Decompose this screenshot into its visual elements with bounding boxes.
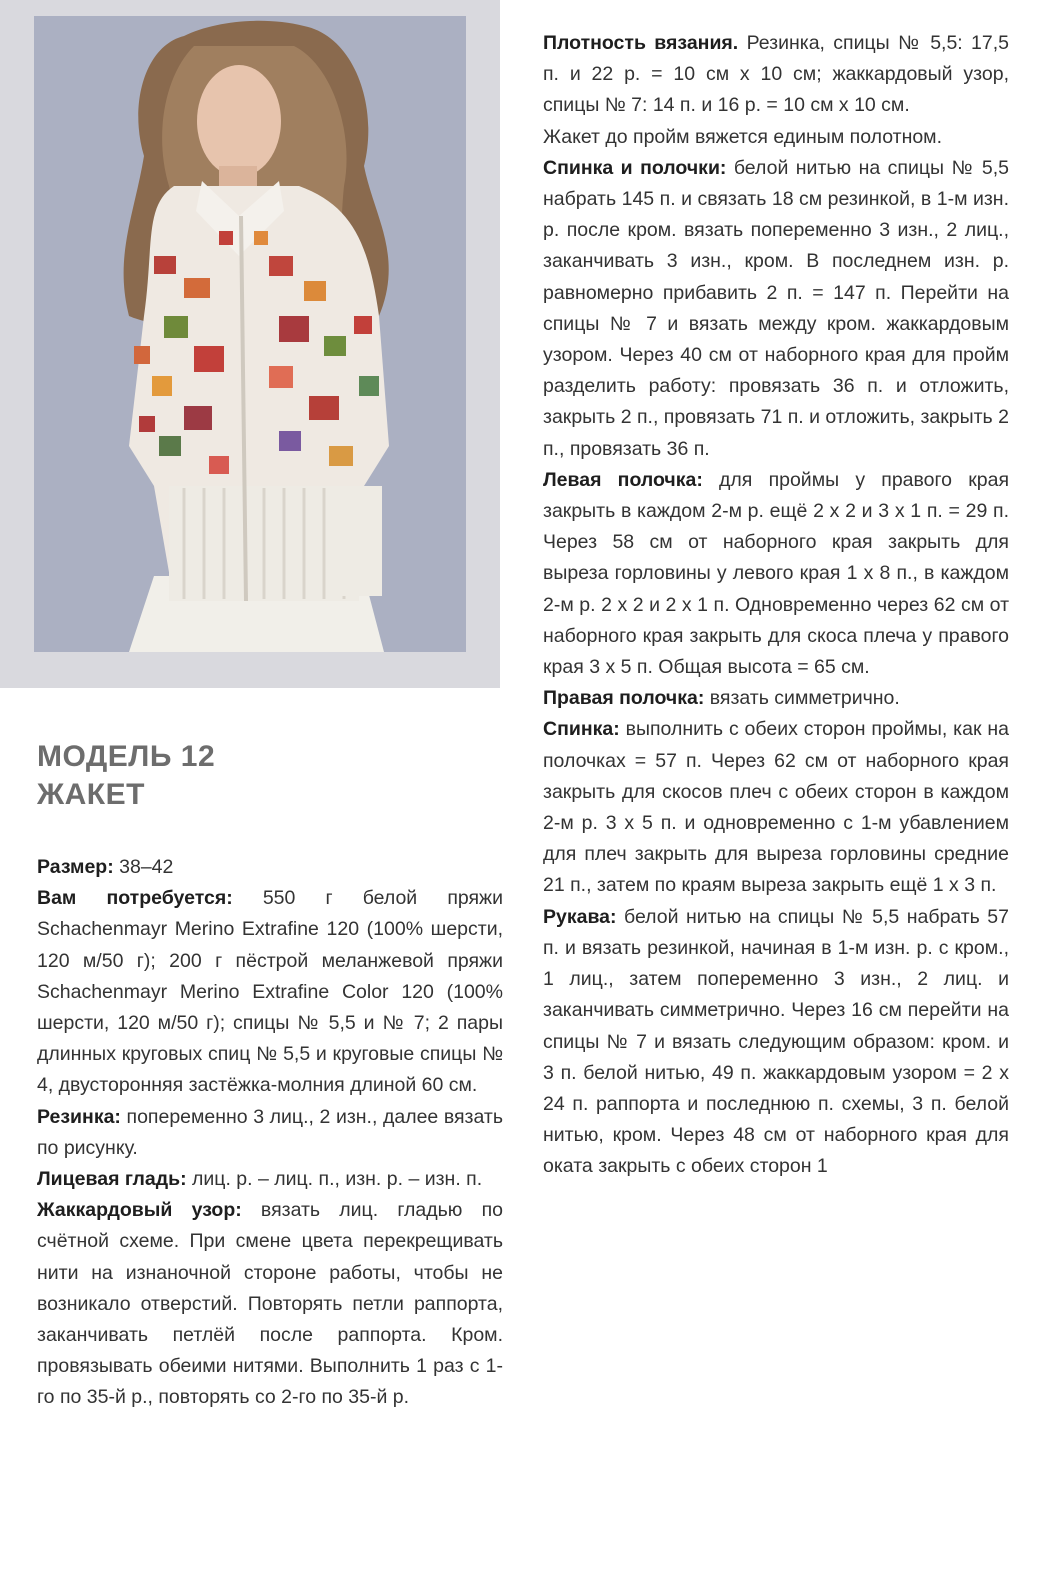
paragraph-text: белой нитью на спицы № 5,5 набрать 145 п. и связать 18 см резинкой, в 1-м изн. р. после кром. вязать попеременно 3 изн., 2 лиц., заканчивать 3 изн., кром. В последнем изн. р. равномерно прибавить 2 п. = 147 п. Перейти на спицы № 7 и вязать между кром. жаккардовым узором. Через 40 см от наборного края для пройм разделить работу: провязать 36 п. и отложить, закрыть 2 п., провязать 71 п. и отложить, закрыть 2 п., провязать 36 п. (543, 156, 1009, 460)
construction-note-paragraph (543, 122, 1009, 153)
paragraph-text: вязать лиц. гладью по счётной схеме. При смене цвета перекрещивать нити на изнаночной стороне работы, чтобы не возникало отверстий. Повторять петли раппорта, заканчивать петлёй после раппорта. Кром. провязывать обеими нитями. Выполнить 1 раз с 1-го по 35-й р., повторять со 2-го по 35-й р. (37, 1199, 503, 1409)
right-front-paragraph (543, 683, 1009, 714)
paragraph-text: попеременно 3 лиц., 2 изн., далее вязать по рисунку. (37, 1105, 503, 1159)
paragraph-text: 38–42 (113, 856, 174, 878)
stockinette-paragraph (37, 1164, 503, 1195)
size-paragraph (37, 852, 503, 883)
left-front-paragraph (543, 465, 1009, 683)
paragraph-heading: Плотность вязания. (543, 32, 739, 54)
jacquard-paragraph (37, 1195, 503, 1413)
rib-stitch-paragraph (37, 1102, 503, 1164)
paragraph-heading: Рукава: (543, 905, 617, 928)
sleeves-paragraph (543, 902, 1009, 1183)
materials-paragraph (37, 883, 503, 1101)
paragraph-heading: Левая полочка: (543, 468, 703, 491)
paragraph-heading: Лицевая гладь: (37, 1168, 187, 1191)
paragraph-text: Жакет до пройм вяжется единым полотном. (543, 125, 943, 148)
paragraph-text: вязать симметрично. (704, 687, 900, 710)
back-paragraph (543, 714, 1009, 901)
paragraph-heading: Правая полочка: (543, 687, 705, 710)
right-text-column (543, 28, 1009, 1183)
paragraph-heading: Спинка: (543, 718, 620, 741)
paragraph-heading: Размер: (37, 856, 114, 878)
paragraph-heading: Жаккардовый узор: (37, 1199, 242, 1222)
paragraph-text: лиц. р. – лиц. п., изн. р. – изн. п. (186, 1168, 483, 1191)
paragraph-heading: Резинка: (37, 1105, 121, 1128)
woman-in-jacquard-jacket-image (34, 16, 466, 652)
paragraph-text: для проймы у правого края закрыть в каждом 2-м р. ещё 2 х 2 и 3 х 1 п. = 29 п. Через 58 см от наборного края закрыть для выреза горловины у левого края 1 х 8 п., в каждом 2-м р. 2 х 2 и 2 х 1 п. Одновременно через 62 см от наборного края закрыть для скоса плеча у правого края 3 х 5 п. Общая высота = 65 см. (543, 468, 1010, 679)
item-name-heading: ЖАКЕТ (37, 778, 145, 811)
model-number-heading: МОДЕЛЬ 12 (37, 740, 216, 773)
photo-frame (0, 0, 500, 688)
model-photo (34, 16, 466, 652)
paragraph-heading: Вам потребуется: (37, 887, 233, 910)
back-and-fronts-paragraph (543, 153, 1009, 465)
paragraph-heading: Спинка и полочки: (543, 156, 727, 179)
paragraph-text: белой нитью на спицы № 5,5 набрать 57 п. и вязать резинкой, начиная в 1-м изн. р. с кром., 1 лиц., затем попеременно 3 изн., 2 лиц. и заканчивать симметрично. Через 16 см перейти на спицы № 7 и вязать следующим образом: кром. и 3 п. белой нитью, 49 п. жаккардовым узором = 2 х 24 п. раппорта и последнюю п. схемы, 3 п. белой нитью, кром. Через 48 см от наборного края для оката закрыть с обеих сторон 1 (543, 905, 1009, 1178)
gauge-paragraph (543, 28, 1009, 122)
paragraph-text: Резинка, спицы № 5,5: 17,5 п. и 22 р. = 10 см х 10 см; жаккардовый узор, спицы № 7: 14 п. и 16 р. = 10 см х 10 см. (543, 32, 1010, 117)
left-text-column (37, 738, 503, 1414)
paragraph-text: 550 г белой пряжи Schachenmayr Merino Extrafine 120 (100% шерсти, 120 м/50 г); 200 г пёстрой меланжевой пряжи Schachenmayr Merino Extrafine Color 120 (100% шерсти, 120 м/50 г); спицы № 5,5 и № 7; 2 пары длинных круговых спиц № 5,5 и круговые спицы № 4, двусторонняя застёжка-молния длиной 60 см. (37, 887, 503, 1097)
paragraph-text: выполнить с обеих сторон проймы, как на полочках = 57 п. Через 62 см от наборного края закрыть для скосов плеч с обеих сторон в каждом 2-м р. 3 х 5 п. и одновременно с 1-м убавлением для плеч закрыть для выреза горловины средние 21 п., затем по краям выреза закрыть ещё 1 х 3 п. (543, 718, 1009, 897)
